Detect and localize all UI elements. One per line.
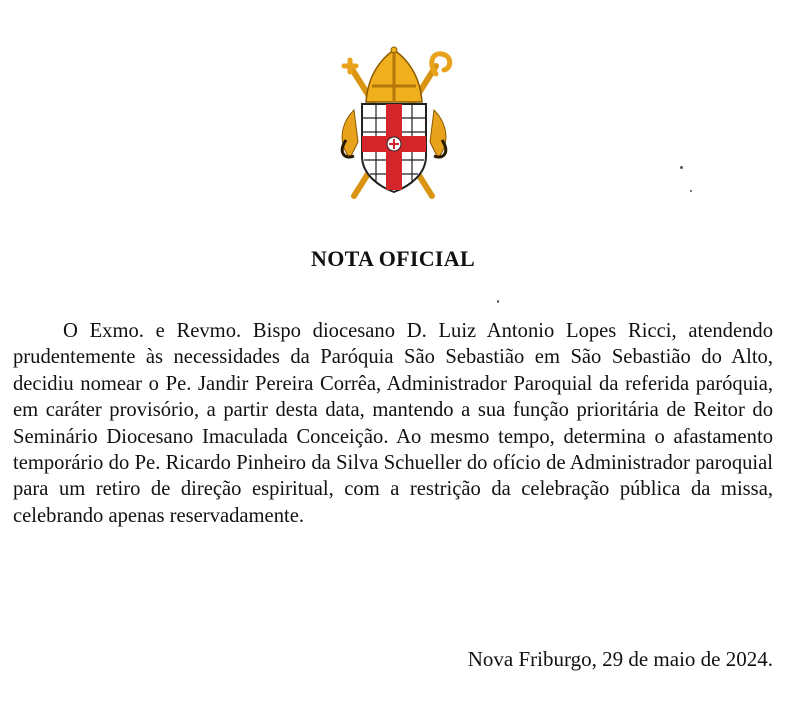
document-title: NOTA OFICIAL bbox=[311, 246, 475, 271]
body-paragraph: O Exmo. e Revmo. Bispo diocesano D. Luiz Antonio Lopes Ricci, atendendo prudentemente às necessidades da Paróquia São Sebastião em São Sebastião do Alto, decidiu nomear o Pe. Jandir Pereira Corrêa, Administrador Paroquial da referida paróquia, em caráter provisório, a partir desta data, mantendo a sua função prioritária de Reitor do Seminário Diocesano Imaculada Conceição. Ao mesmo tempo, determina o afastamento temporário do Pe. Ricardo Pinheiro da Silva Schueller do ofício de Administrador paroquial para um retiro de direção espiritual, com a restrição da celebração pública da missa, celebrando apenas reservadamente. bbox=[13, 320, 773, 527]
scan-speck bbox=[497, 300, 499, 303]
dateline: Nova Friburgo, 29 de maio de 2024. bbox=[467, 647, 773, 671]
scan-speck bbox=[680, 166, 683, 169]
episcopal-coat-of-arms-icon bbox=[332, 44, 456, 200]
scan-speck bbox=[690, 190, 692, 192]
